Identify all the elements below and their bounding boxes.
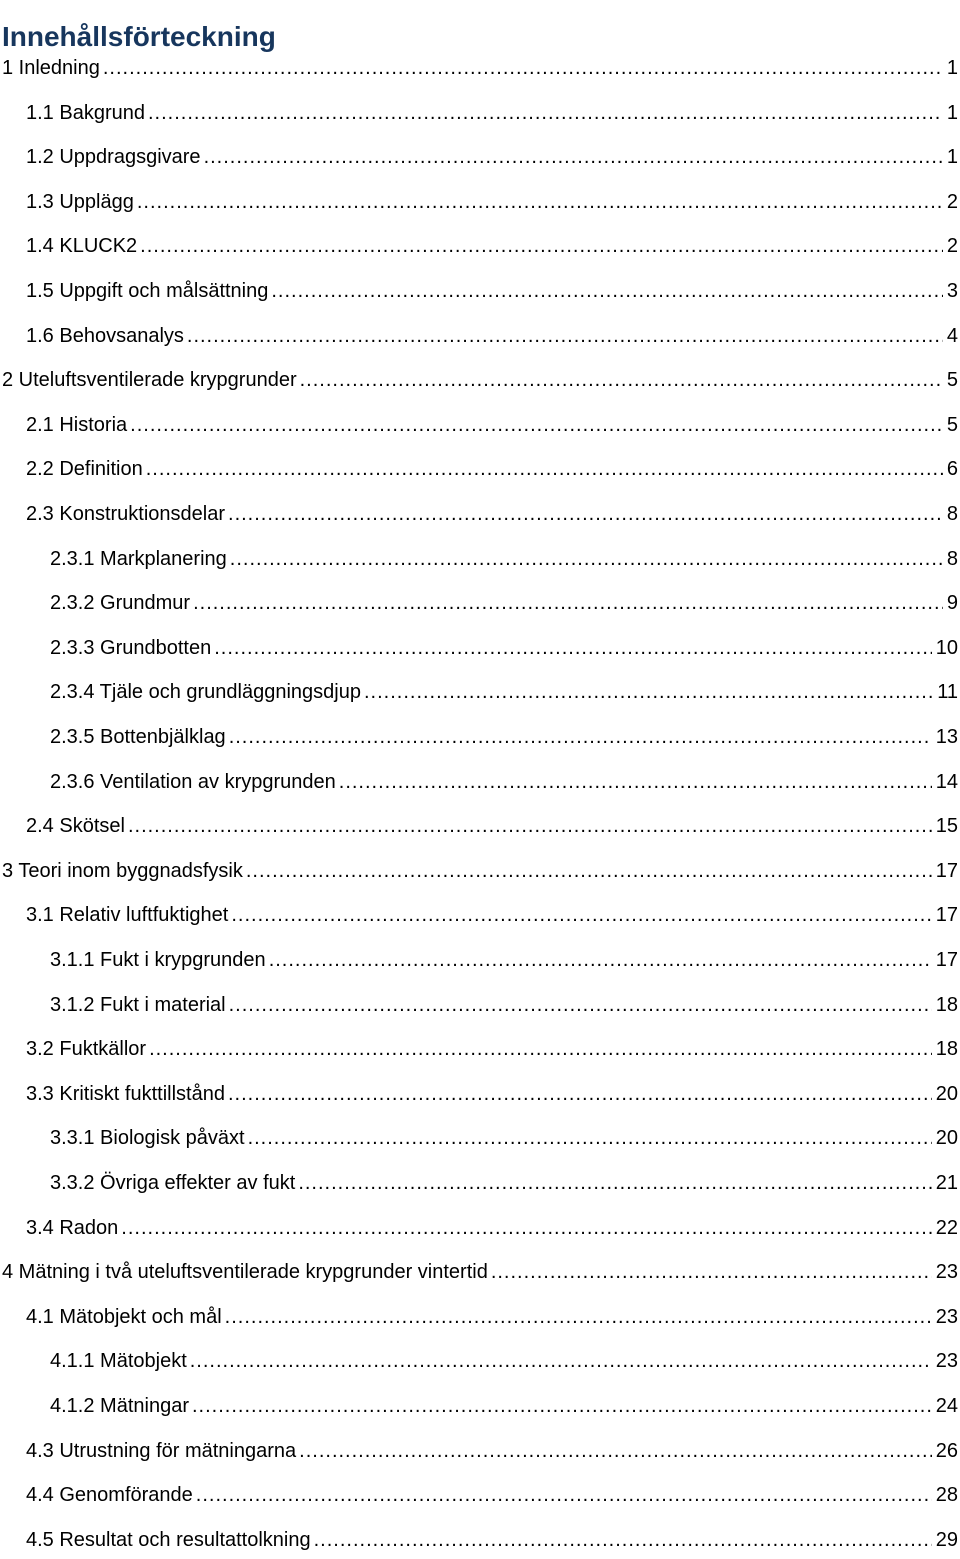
toc-dot-leader: [298, 1171, 931, 1195]
toc-entry-page-number: 8: [946, 503, 958, 525]
toc-entry-label: 4.5 Resultat och resultattolkning: [26, 1528, 311, 1551]
toc-entry-label: 1 Inledning: [2, 57, 100, 79]
toc-entry-page-number: 13: [935, 726, 958, 748]
toc-dot-leader: [491, 1260, 932, 1284]
toc-entry[interactable]: [0, 808, 960, 838]
toc-dot-leader: [103, 56, 943, 80]
toc-entry[interactable]: [0, 1165, 960, 1195]
toc-entry-page-number: 18: [935, 993, 958, 1016]
toc-entry-page-number: 8: [946, 547, 958, 570]
toc-entry[interactable]: [0, 273, 960, 303]
toc-entry[interactable]: [0, 674, 960, 704]
toc-entry-label: 3 Teori inom byggnadsfysik: [2, 859, 243, 882]
toc-entry-label: 4.4 Genomförande: [26, 1484, 193, 1507]
toc-entry[interactable]: [0, 897, 960, 927]
toc-dot-leader: [196, 1483, 932, 1507]
toc-entry-label: 1.4 KLUCK2: [26, 235, 138, 258]
toc-dot-leader: [299, 1439, 932, 1463]
toc-entry[interactable]: [0, 496, 960, 526]
toc-entry[interactable]: [0, 407, 960, 437]
toc-entry-page-number: 23: [935, 1350, 958, 1373]
toc-entry[interactable]: [0, 318, 960, 348]
toc-dot-leader: [214, 636, 932, 660]
toc-entry-label: 2.3.6 Ventilation av krypgrunden: [50, 770, 336, 793]
toc-entry-page-number: 23: [935, 1305, 958, 1328]
toc-entry-label: 3.1 Relativ luftfuktighet: [26, 904, 229, 927]
toc-dot-leader: [269, 948, 932, 972]
toc-entry[interactable]: [0, 1299, 960, 1329]
toc-dot-leader: [225, 1305, 932, 1329]
toc-entry-page-number: 11: [937, 681, 958, 704]
toc-entry-label: 4 Mätning i två uteluftsventilerade krypgrunder vintertid: [2, 1261, 488, 1284]
toc-dot-leader: [339, 770, 932, 794]
toc-dot-leader: [148, 101, 943, 125]
toc-entry-label: 1.2 Uppdragsgivare: [26, 146, 201, 169]
toc-dot-leader: [130, 413, 943, 437]
toc-entry[interactable]: [0, 1433, 960, 1463]
toc-dot-leader: [192, 1394, 932, 1418]
toc-entry-page-number: 3: [946, 280, 958, 302]
toc-entry[interactable]: [0, 1254, 960, 1284]
toc-entry-label: 3.3 Kritiskt fukttillstånd: [26, 1082, 225, 1105]
toc-entry-label: 2.4 Skötsel: [26, 815, 125, 838]
toc-entry-page-number: 20: [935, 1082, 958, 1105]
toc-entry-label: 2.2 Definition: [26, 458, 143, 481]
toc-entry-label: 3.3.1 Biologisk påväxt: [50, 1127, 245, 1150]
toc-entry[interactable]: [0, 95, 960, 125]
toc-entry-page-number: 17: [935, 904, 958, 927]
toc-entry-page-number: 20: [935, 1127, 958, 1150]
toc-dot-leader: [140, 234, 943, 258]
toc-dot-leader: [230, 547, 943, 571]
toc-entry-label: 3.4 Radon: [26, 1216, 119, 1239]
toc-dot-leader: [149, 1037, 932, 1061]
toc-entry-label: 2.3.2 Grundmur: [50, 592, 191, 615]
toc-entry[interactable]: [0, 228, 960, 258]
toc-entry-label: 1.6 Behovsanalys: [26, 324, 184, 347]
toc-dot-leader: [248, 1126, 932, 1150]
toc-entry[interactable]: [0, 1522, 960, 1552]
toc-entry-page-number: 21: [935, 1172, 958, 1194]
toc-dot-leader: [229, 725, 932, 749]
toc-entry-page-number: 26: [935, 1439, 958, 1462]
toc-entry[interactable]: [0, 987, 960, 1017]
toc-dot-leader: [137, 190, 943, 214]
toc-entry-page-number: 28: [935, 1484, 958, 1507]
toc-dot-leader: [231, 903, 931, 927]
toc-entry[interactable]: [0, 1031, 960, 1061]
toc-dot-leader: [229, 993, 932, 1017]
toc-entry[interactable]: [0, 362, 960, 392]
toc-entry[interactable]: [0, 1120, 960, 1150]
toc-entry-label: 2.3.3 Grundbotten: [50, 636, 212, 659]
toc-entry-label: 2.3.1 Markplanering: [50, 547, 227, 570]
toc-entry-page-number: 17: [935, 949, 958, 971]
toc-dot-leader: [146, 457, 943, 481]
toc-entry[interactable]: [0, 1477, 960, 1507]
toc-entry-label: 4.3 Utrustning för mätningarna: [26, 1439, 297, 1462]
toc-entry-label: 2.3 Konstruktionsdelar: [26, 503, 226, 525]
toc-entry[interactable]: [0, 1076, 960, 1106]
toc-entry-label: 1.3 Upplägg: [26, 190, 134, 213]
toc-dot-leader: [228, 502, 943, 526]
toc-dot-leader: [364, 680, 933, 704]
toc-entry-label: 1.5 Uppgift och målsättning: [26, 280, 269, 302]
toc-entry-label: 3.2 Fuktkällor: [26, 1038, 147, 1061]
toc-dot-leader: [246, 859, 932, 883]
page-title: Innehållsförteckning: [2, 20, 276, 52]
toc-dot-leader: [204, 145, 943, 169]
toc-entry-page-number: 17: [935, 859, 958, 882]
toc-entry[interactable]: [0, 1343, 960, 1373]
toc-entry-page-number: 14: [935, 770, 958, 793]
toc-entry[interactable]: [0, 50, 960, 80]
toc-entry[interactable]: [0, 139, 960, 169]
toc-entry-page-number: 29: [935, 1528, 958, 1551]
toc-entry-label: 3.1.2 Fukt i material: [50, 993, 226, 1016]
toc-dot-leader: [121, 1216, 931, 1240]
toc-entry-label: 4.1.2 Mätningar: [50, 1395, 189, 1417]
toc-entry-label: 3.1.1 Fukt i krypgrunden: [50, 949, 266, 971]
toc-dot-leader: [128, 814, 932, 838]
toc-entry[interactable]: [0, 942, 960, 972]
toc-entry[interactable]: [0, 1388, 960, 1418]
toc-entry-page-number: 15: [935, 815, 958, 838]
toc-entry-label: 4.1.1 Mätobjekt: [50, 1350, 187, 1373]
toc-entry-label: 2.3.5 Bottenbjälklag: [50, 726, 226, 748]
toc-entry[interactable]: [0, 1210, 960, 1240]
toc-entry-page-number: 2: [946, 190, 958, 213]
toc-entry[interactable]: [0, 451, 960, 481]
toc-entry[interactable]: [0, 541, 960, 571]
toc-entry-page-number: 1: [946, 146, 958, 169]
toc-entry-page-number: 6: [946, 458, 958, 481]
toc-entry-page-number: 5: [946, 413, 958, 436]
toc-entry[interactable]: [0, 764, 960, 794]
toc-dot-leader: [190, 1349, 932, 1373]
toc-entry-page-number: 4: [946, 324, 958, 347]
toc-entry-label: 3.3.2 Övriga effekter av fukt: [50, 1172, 296, 1194]
toc-dot-leader: [271, 279, 943, 303]
toc-dot-leader: [187, 324, 943, 348]
toc-entry-page-number: 1: [946, 57, 958, 79]
toc-entry[interactable]: [0, 719, 960, 749]
toc-entry-page-number: 18: [935, 1038, 958, 1061]
toc-entry[interactable]: [0, 630, 960, 660]
toc-entry-label: 1.1 Bakgrund: [26, 101, 145, 124]
toc-entry-page-number: 10: [935, 636, 958, 659]
toc-entry[interactable]: [0, 585, 960, 615]
toc-entry-page-number: 1: [946, 101, 958, 124]
toc-dot-leader: [300, 368, 943, 392]
toc-entry[interactable]: [0, 853, 960, 883]
toc-entry[interactable]: [0, 184, 960, 214]
toc-entry-page-number: 23: [935, 1261, 958, 1284]
toc-dot-leader: [228, 1082, 932, 1106]
toc-entry-page-number: 5: [946, 369, 958, 392]
toc-entry-label: 2 Uteluftsventilerade krypgrunder: [2, 369, 297, 392]
toc-entry-label: 4.1 Mätobjekt och mål: [26, 1305, 222, 1328]
toc-entry-label: 2.1 Historia: [26, 413, 128, 436]
toc-entry-label: 2.3.4 Tjäle och grundläggningsdjup: [50, 681, 361, 704]
toc-entry-page-number: 2: [946, 235, 958, 258]
toc-dot-leader: [193, 591, 943, 615]
toc-entry-page-number: 9: [946, 592, 958, 615]
toc-entry-page-number: 22: [935, 1216, 958, 1239]
toc-entry-page-number: 24: [935, 1395, 958, 1417]
toc-dot-leader: [314, 1528, 932, 1552]
